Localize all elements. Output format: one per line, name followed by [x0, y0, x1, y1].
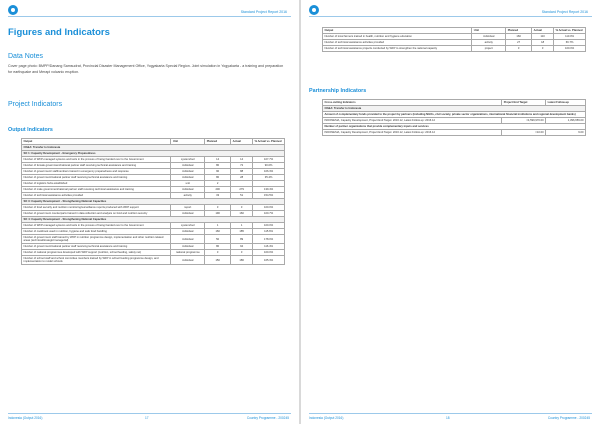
table-cell: activity	[171, 193, 205, 199]
output-indicators-table-continued	[322, 27, 586, 52]
table-cell: 107.7%	[253, 157, 285, 163]
table-cell: 160	[506, 34, 532, 40]
table-cell: national programme	[171, 250, 205, 256]
table-cell: individual	[171, 175, 205, 181]
table-row	[323, 46, 586, 52]
left-page	[0, 0, 299, 424]
table-cell: 190	[205, 211, 231, 217]
table-cell: system/tool	[171, 223, 205, 229]
footer-right: Country Programme - 200245	[246, 416, 289, 420]
table-cell: system/tool	[171, 157, 205, 163]
partnership-indicators-table	[322, 99, 586, 136]
column-header: Latest Follow-up	[546, 100, 586, 106]
table-cell: 1	[231, 223, 253, 229]
table-cell: 139.4%	[253, 187, 285, 193]
table-cell: 178.0%	[253, 235, 285, 244]
table-cell: 94	[231, 244, 253, 250]
table-cell: 106.3%	[253, 169, 285, 175]
footer-right: Country Programme - 200245	[547, 416, 590, 420]
column-header: Planned	[205, 139, 231, 145]
table-cell: 110	[532, 34, 554, 40]
table-row	[22, 235, 285, 244]
table-cell: 100.0%	[554, 46, 586, 52]
table-cell: Number of technical assistance activities provided	[323, 40, 472, 46]
table-cell: report	[171, 205, 205, 211]
wfp-logo-icon	[8, 5, 18, 15]
table-cell: =4,599,970.00	[502, 118, 546, 124]
table-cell: 66.7%	[554, 40, 586, 46]
table-cell: 89	[231, 235, 253, 244]
section-label: CD&A: Transfer to Indonesia	[22, 145, 285, 151]
table-cell: Number of school staff and school committee members trained by WFP in school feeding programme design, and implementation to model schools	[22, 256, 171, 265]
table-cell: 150	[205, 256, 231, 265]
table-cell: 160	[231, 211, 253, 217]
table-cell: 3	[205, 250, 231, 256]
column-header: Actual	[532, 28, 554, 34]
project-indicators-heading: Project Indicators	[8, 101, 63, 108]
table-cell: Number of local farmers trained in health, nutrition and hygiene education	[323, 34, 472, 40]
table-cell: Number of cookbook used in nutrition, hygiene and safe food handling	[22, 229, 171, 235]
table-cell: 80	[205, 175, 231, 181]
section-label: SO 1: Capacity Development - Emergency Preparedness	[22, 151, 285, 157]
partnership-indicators-heading: Partnership Indicators	[309, 88, 367, 94]
table-cell: Number of government staff trained by WFP in nutrition programme design, implementation and other nutrition related areas (technical/strategic/managerial)	[22, 235, 171, 244]
right-page	[301, 0, 600, 424]
table-cell: 165.3%	[253, 256, 285, 265]
footer-left: Indonesia (Output 2016)	[309, 416, 344, 420]
column-header: % Actual vs. Planned	[253, 139, 285, 145]
table-cell: Number of WFP-managed systems and tools in the process of being handed over to the Government	[22, 157, 171, 163]
table-cell: 2	[205, 181, 231, 187]
data-notes-text: Cover page photo: BMPP/Danang Samsudrat, Provincial Disaster Management Office, Yogyakarta Special Region. Joint simulation in Yogyakarta - a training and preparation for earthquake and Merapi volcanic eruption.	[8, 64, 284, 74]
page-title: Figures and Indicators	[8, 27, 110, 38]
table-cell: 14	[231, 157, 253, 163]
table-cell: 100.0%	[253, 205, 285, 211]
table-cell: individual	[171, 169, 205, 175]
column-header: Cross-cutting Indicators	[323, 100, 502, 106]
column-header: % Actual vs. Planned	[554, 28, 586, 34]
table-cell: 3	[231, 250, 253, 256]
section-label: CD&A: Transfer to Indonesia	[323, 106, 586, 112]
column-header: Project End Target	[502, 100, 546, 106]
table-cell: =10.00	[502, 130, 546, 136]
wfp-logo-icon	[309, 5, 319, 15]
table-cell: 51	[231, 193, 253, 199]
table-cell: 100.0%	[253, 250, 285, 256]
table-cell: 14	[205, 157, 231, 163]
table-cell: 1,396,659.00	[546, 118, 586, 124]
table-cell: 279	[231, 187, 253, 193]
column-header: Planned	[506, 28, 532, 34]
table-cell: individual	[472, 34, 506, 40]
table-cell: 3	[532, 46, 554, 52]
table-cell: 3	[506, 46, 532, 52]
table-cell: individual	[171, 163, 205, 169]
table-cell: 100.0%	[253, 223, 285, 229]
data-notes-heading: Data Notes	[8, 53, 44, 60]
table-cell: project	[472, 46, 506, 52]
section-label: SO 4: Capacity Development - Strengthening National Capacities	[22, 217, 285, 223]
table-cell: Number of technical assistance activities provided	[22, 193, 171, 199]
table-cell: Number of female government/national partner staff receiving technical assistance and training	[22, 163, 171, 169]
table-cell: 35.4%	[253, 175, 285, 181]
header-divider	[8, 16, 291, 17]
output-indicators-heading: Output Indicators	[8, 127, 53, 133]
table-cell: Number of technical assistance projects conducted by WFP to strengthen the national capacity	[323, 46, 472, 52]
table-row	[22, 256, 285, 265]
column-header: Actual	[231, 139, 253, 145]
table-cell: individual	[171, 229, 205, 235]
table-cell: unit	[171, 181, 205, 187]
table-cell: 33	[205, 193, 231, 199]
table-cell: 200	[205, 187, 231, 193]
table-cell: 3	[205, 205, 231, 211]
table-cell: 1	[205, 223, 231, 229]
column-header: Unit	[472, 28, 506, 34]
footer-left: Indonesia (Output 2016)	[8, 416, 43, 420]
table-cell: 3	[231, 205, 253, 211]
table-cell: 185	[231, 229, 253, 235]
table-cell: Number of male government/national partner staff receiving technical assistance and training	[22, 187, 171, 193]
footer-page-number: 18	[446, 416, 450, 420]
table-cell: Number of WFP-managed systems and tools in the process of being handed over to the Government	[22, 223, 171, 229]
footer-page-number: 17	[145, 416, 149, 420]
table-cell: Number of government/ staffmembers trained in emergency preparedness and response	[22, 169, 171, 175]
table-row	[323, 130, 586, 136]
table-cell: 116.4%	[253, 244, 285, 250]
table-cell: Number of logistics hubs established	[22, 181, 171, 187]
table-cell: 160	[205, 229, 231, 235]
table-cell: 186	[231, 256, 253, 265]
table-cell: 18	[532, 40, 554, 46]
column-header: Output	[22, 139, 171, 145]
table-cell: individual	[171, 187, 205, 193]
footer-divider	[8, 413, 291, 414]
table-cell: 28	[231, 175, 253, 181]
table-cell: Number of food security and nutrition monitoring/surveillance reports produced with WFP support	[22, 205, 171, 211]
table-cell: 115.6%	[253, 229, 285, 235]
table-cell: 90.0%	[253, 163, 285, 169]
table-cell: 90	[205, 169, 231, 175]
table-cell: Number of government counterparts trained in data collection and analysis on food and nutrition security	[22, 211, 171, 217]
section-label: SO 3: Capacity Development - Strengthening National Capacities	[22, 199, 285, 205]
indicator-label: Amount of complementary funds provided to the project by partners (including NGOs, civil society, private sector organizations, international financial institutions and regional development banks)	[323, 112, 586, 118]
table-cell: 50	[205, 235, 231, 244]
header-title: Standard Project Report 2016	[240, 10, 287, 14]
table-cell: 88	[231, 169, 253, 175]
header-title: Standard Project Report 2016	[541, 10, 588, 14]
table-cell: 72	[231, 163, 253, 169]
table-cell: Number of government/national partner staff receiving technical assistance and training	[22, 244, 171, 250]
header-divider	[309, 16, 592, 17]
output-indicators-table	[21, 138, 285, 265]
column-header: Output	[323, 28, 472, 34]
table-cell: Number of national programmes developed with WFP support (nutrition, school feeding, safety net)	[22, 250, 171, 256]
column-header: Unit	[171, 139, 205, 145]
table-cell: 27	[506, 40, 532, 46]
table-cell: 80	[205, 163, 231, 169]
table-cell: 154.5%	[253, 193, 285, 199]
table-cell: activity	[472, 40, 506, 46]
indicator-label: Number of partner organizations that provide complementary inputs and services	[323, 124, 586, 130]
table-cell: individual	[171, 211, 205, 217]
table-cell: Number of government/national partner staff receiving technical assistance and training	[22, 175, 171, 181]
table-cell: individual	[171, 244, 205, 250]
table-cell: individual	[171, 256, 205, 265]
footer-divider	[309, 413, 592, 414]
table-cell: 100.7%	[253, 211, 285, 217]
table-cell: 110.0%	[554, 34, 586, 40]
table-cell: 80	[205, 244, 231, 250]
table-cell: INDONESIA, Capacity Development, Project End Target: 2016.12, Latest Follow-up: 2016.12	[323, 130, 502, 136]
table-cell: 9.00	[546, 130, 586, 136]
table-cell: individual	[171, 235, 205, 244]
table-cell: INDONESIA, Capacity Development, Project End Target: 2016.12, Latest Follow-up: 2016.12	[323, 118, 502, 124]
